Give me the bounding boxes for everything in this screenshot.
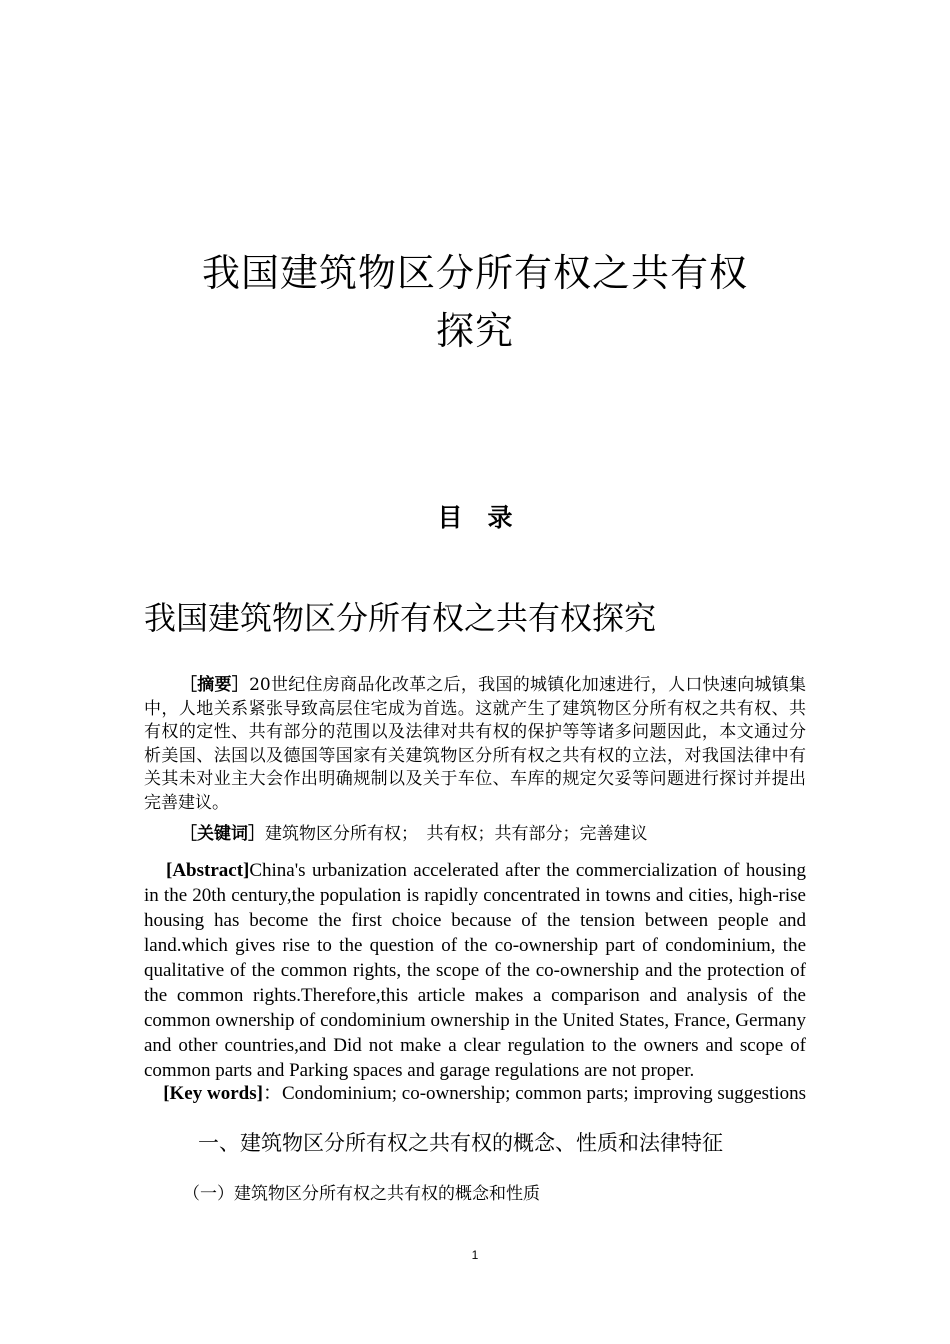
abstract-english-label: [Abstract] [166,860,250,881]
subsection-heading-1: （一）建筑物区分所有权之共有权的概念和性质 [183,1184,540,1204]
cover-title-line-2: 探究 [435,309,514,353]
keywords-chinese [144,823,806,847]
abstract-chinese-text: 20世纪住房商品化改革之后，我国的城镇化加速进行，人口快速向城镇集中，人地关系紧张导致高层住宅成为首选。这就产生了建筑物区分所有权之共有权、共有权的定性、共有部分的范围以及法律对共有权的保护等等诸多问题因此，本文通过分析美国、法国以及德国等国家有关建筑物区分所有权之共有权的立法，对我国法律中有关其未对业主大会作出明确规制以及关于车位、车库的规定欠妥等问题进行探讨并提出完善建议。 [144,675,806,813]
document-title: 我国建筑物区分所有权之共有权探究 [144,599,657,637]
keywords-english-label: [Key words] [163,1083,263,1104]
abstract-english [144,858,806,1083]
page-number: 1 [471,1248,479,1262]
cover-title-line-1: 我国建筑物区分所有权之共有权 [201,251,748,295]
abstract-chinese [144,674,806,815]
keywords-english-text: ：Condominium; co-ownership; common parts; improving suggestions [262,1083,806,1104]
abstract-chinese-label: ［摘要］ [180,675,250,695]
keywords-chinese-text: 建筑物区分所有权； 共有权；共有部分；完善建议 [265,824,648,844]
keywords-chinese-label: ［关键词］ [180,824,265,844]
keywords-english [144,1081,806,1106]
cover-title [0,244,950,360]
section-heading-1: 一、建筑物区分所有权之共有权的概念、性质和法律特征 [198,1131,723,1155]
toc-heading: 目 录 [437,503,513,532]
abstract-english-text: China's urbanization accelerated after the commercialization of housing in the 20th century,the population is rapidly concentrated in towns and cities, high-rise housing has become the first choice because of the tension between people and land.which gives rise to the question of the co-ownership part of condominium, the qualitative of the common rights, the scope of the co-ownership and the protection of the common rights.Therefore,this article makes a comparison and analysis of the common ownership of condominium ownership in the United States, France, Germany and other countries,and Did not make a clear regulation to the owners and scope of common parts and Parking spaces and garage regulations are not proper. [144,860,806,1081]
